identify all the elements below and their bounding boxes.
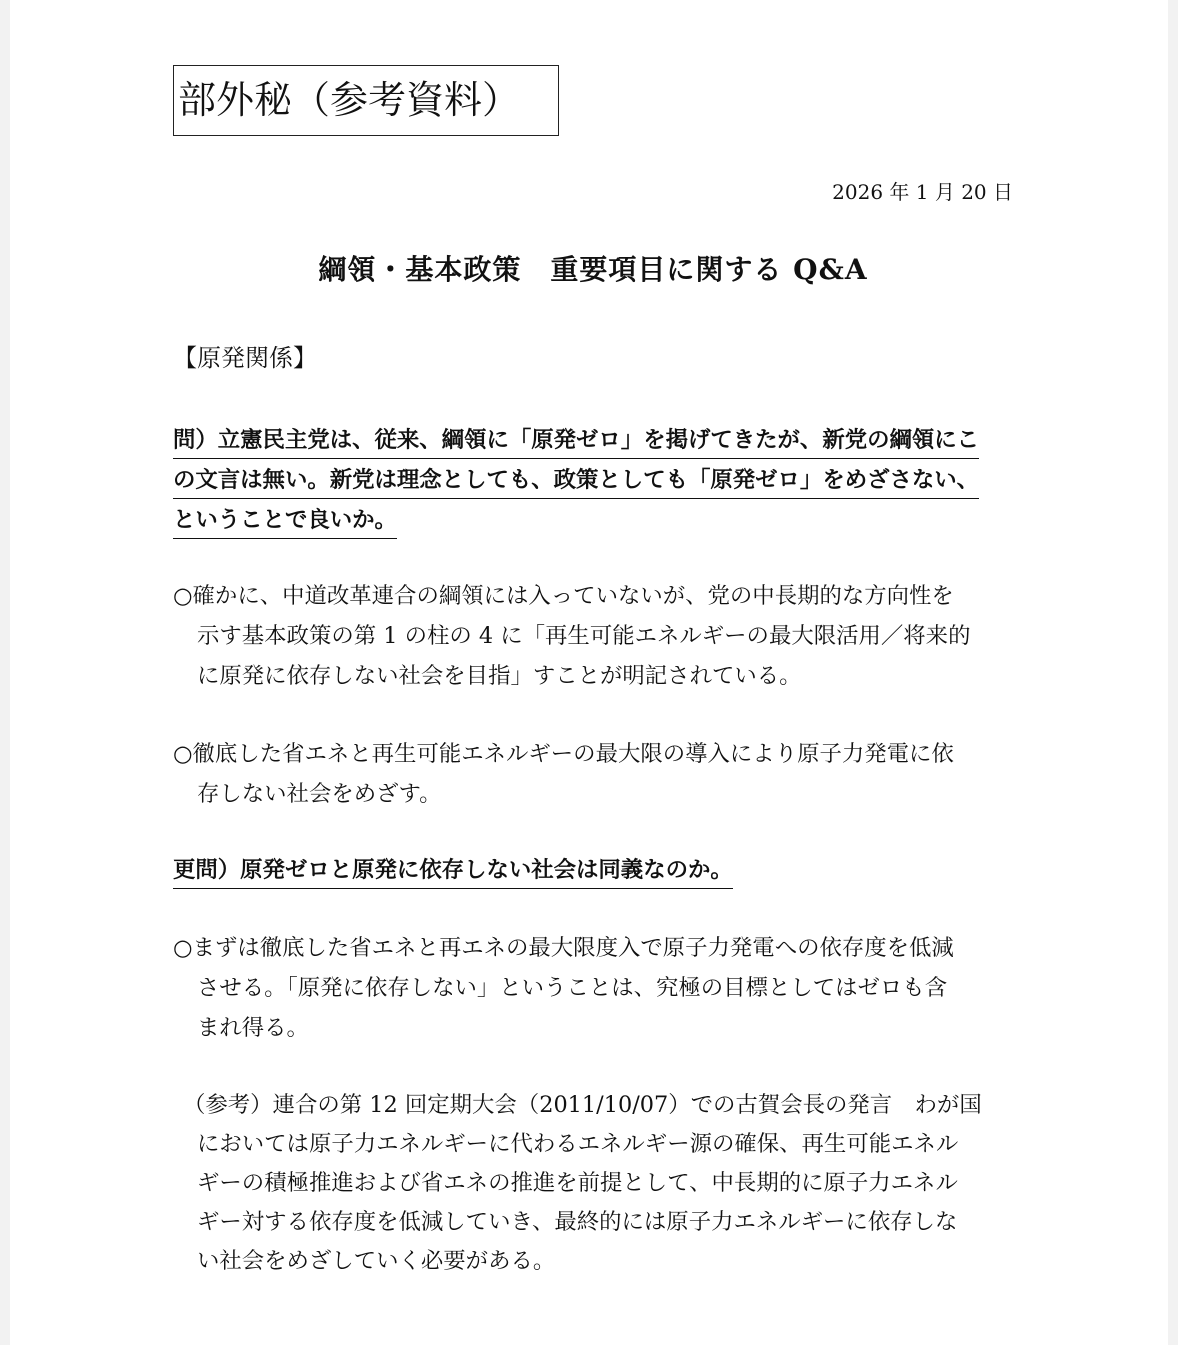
reference-line: においては原子力エネルギーに代わるエネルギー源の確保、再生可能エネル [197,1131,959,1157]
answer-1-line: 示す基本政策の第 1 の柱の 4 に「再生可能エネルギーの最大限活用／将来的 [197,623,971,649]
answer-2-line: ○徹底した省エネと再生可能エネルギーの最大限の導入により原子力発電に依 [173,741,954,767]
question-1-line: ということで良いか。 [173,502,979,542]
document-title: 綱領・基本政策 重要項目に関する Q&A [318,253,868,286]
answer-1 [173,576,1013,696]
answer-3-line: ○まずは徹底した省エネと再エネの最大限度入で原子力発電への依存度を低減 [173,935,954,961]
answer-2-line: 存しない社会をめざす。 [197,781,442,807]
question-2 [173,852,733,892]
question-2-line: 更問）原発ゼロと原発に依存しない社会は同義なのか。 [173,852,733,892]
answer-2 [173,734,1013,814]
reference-line: ギー対する依存度を低減していき、最終的には原子力エネルギーに依存しな [197,1209,958,1235]
answer-1-line: ○確かに、中道改革連合の綱領には入っていないが、党の中長期的な方向性を [173,583,954,609]
reference-note [183,1086,982,1281]
answer-3-line: させる。「原発に依存しない」ということは、究極の目標としてはゼロも含 [197,975,948,1001]
reference-line: ギーの積極推進および省エネの推進を前提として、中長期的に原子力エネル [197,1170,958,1196]
question-1-line: の文言は無い。新党は理念としても、政策としても「原発ゼロ」をめざさない、 [173,462,979,502]
answer-1-line: に原発に依存しない社会を目指」すことが明記されている。 [197,663,802,689]
section-heading: 【原発関係】 [173,344,317,372]
question-1 [173,422,979,542]
document-page [10,0,1168,1345]
reference-line: い社会をめざしていく必要がある。 [197,1248,556,1274]
document-date: 2026 年 1 月 20 日 [832,180,1013,204]
reference-line: （参考）連合の第 12 回定期大会（2011/10/07）での古賀会長の発言 わが国 [183,1092,982,1118]
answer-3 [173,928,1013,1048]
confidential-stamp: 部外秘（参考資料） [173,65,559,136]
question-1-line: 問）立憲民主党は、従来、綱領に「原発ゼロ」を掲げてきたが、新党の綱領にこ [173,422,979,462]
answer-3-line: まれ得る。 [197,1015,309,1041]
